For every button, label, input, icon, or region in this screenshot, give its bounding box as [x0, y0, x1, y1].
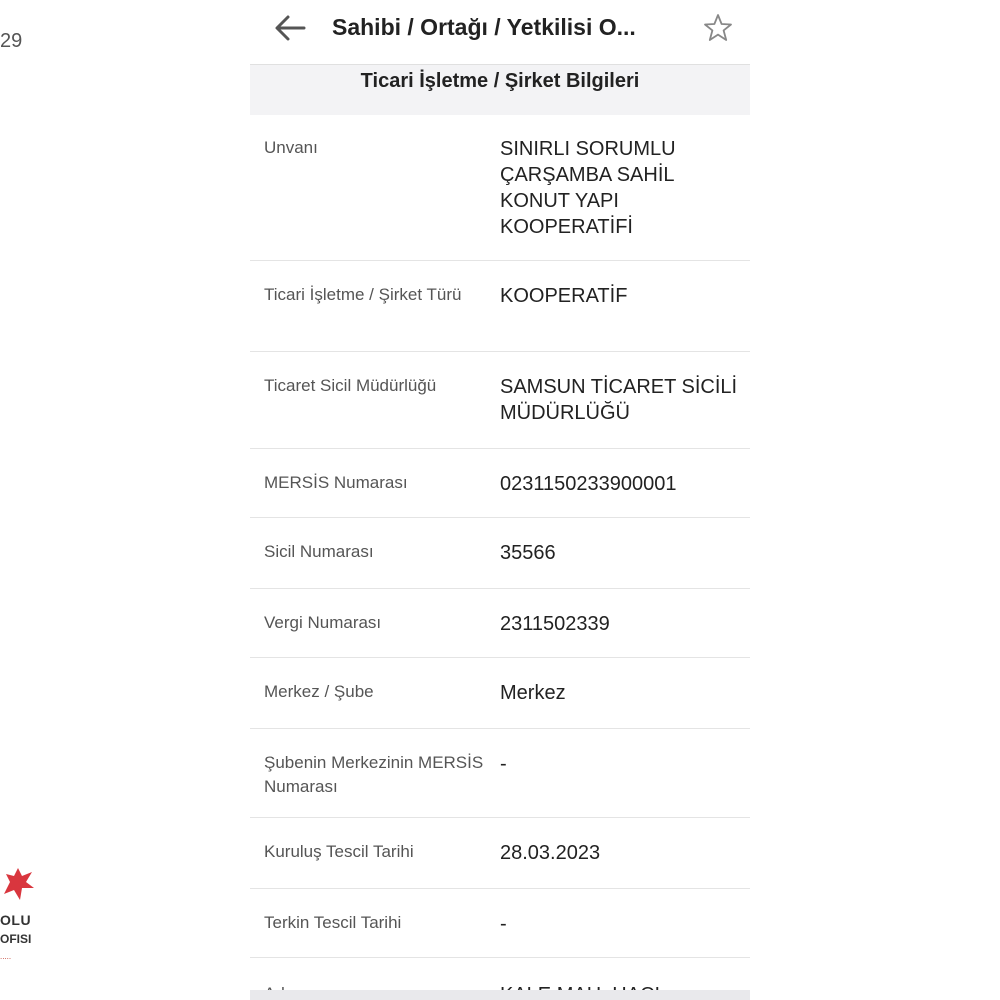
row-value: -	[500, 753, 507, 775]
row-value: -	[500, 913, 507, 935]
star-outline-icon	[700, 10, 736, 46]
table-row	[250, 261, 750, 352]
table-row	[250, 589, 750, 658]
page-title: Sahibi / Ortağı / Yetkilisi O...	[332, 14, 636, 40]
row-value: SINIRLI SORUMLU ÇARŞAMBA SAHİL KONUT YAPI KOOPERATİFİ	[500, 138, 676, 238]
table-row	[250, 729, 750, 818]
row-label: Ticari İşletme / Şirket Türü	[264, 285, 462, 304]
row-value: 35566	[500, 542, 556, 564]
logo-text-line3: .....	[0, 952, 12, 961]
row-label: Sicil Numarası	[264, 542, 374, 561]
row-label: Merkez / Şube	[264, 682, 374, 701]
favorite-button[interactable]	[700, 10, 736, 46]
row-label: MERSİS Numarası	[264, 473, 408, 492]
logo-text-line1: OLU	[0, 912, 32, 928]
logo-text-line2: OFISI	[0, 932, 32, 946]
row-value: KOOPERATİF	[500, 285, 628, 307]
table-row	[250, 114, 750, 261]
table-row	[250, 889, 750, 958]
row-label: Vergi Numarası	[264, 613, 382, 632]
row-value: Merkez	[500, 682, 566, 704]
row-label: Terkin Tescil Tarihi	[264, 913, 402, 932]
table-row	[250, 352, 750, 449]
app-bar	[250, 0, 750, 62]
table-row	[250, 518, 750, 589]
row-value: 28.03.2023	[500, 842, 601, 864]
watermark-logo	[0, 860, 40, 970]
bottom-scroll-edge	[250, 990, 750, 1000]
row-label: Şubenin Merkezinin MERSİS Numarası	[264, 753, 484, 796]
left-partial-number: 29	[0, 30, 23, 52]
table-row	[250, 449, 750, 518]
table-row	[250, 658, 750, 729]
arrow-left-icon	[270, 10, 310, 46]
row-label: Ticaret Sicil Müdürlüğü	[264, 376, 437, 395]
row-label: Unvanı	[264, 138, 318, 157]
section-header	[250, 64, 750, 115]
info-table	[250, 114, 750, 1000]
row-label: Kuruluş Tescil Tarihi	[264, 842, 414, 861]
table-row	[250, 818, 750, 889]
logo-figure-icon	[0, 864, 36, 904]
section-title: Ticari İşletme / Şirket Bilgileri	[360, 70, 640, 92]
left-background-strip	[0, 0, 250, 1000]
phone-screen	[250, 0, 750, 1000]
back-button[interactable]	[270, 10, 310, 46]
row-value: SAMSUN TİCARET SİCİLİ MÜDÜRLÜĞÜ	[500, 376, 738, 424]
row-value: 2311502339	[500, 613, 610, 635]
row-value: 0231150233900001	[500, 473, 677, 495]
